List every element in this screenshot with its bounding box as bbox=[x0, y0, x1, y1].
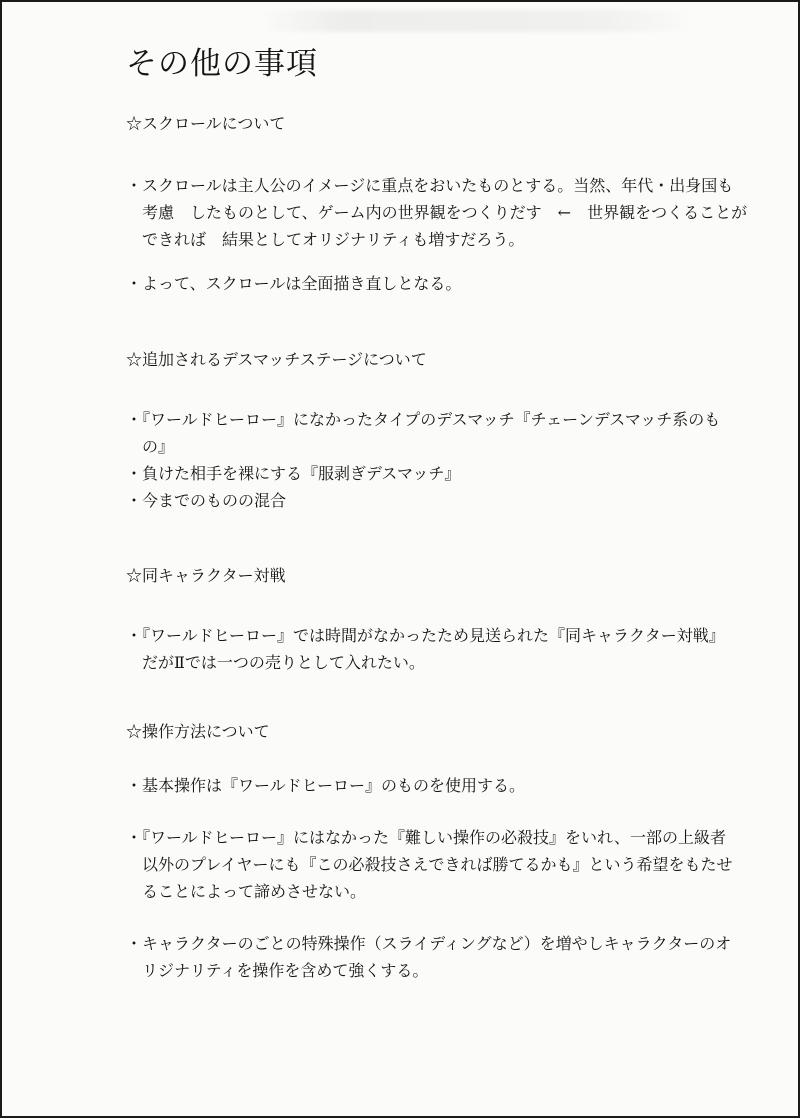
list-item: ・負けた相手を裸にする『服剥ぎデスマッチ』 bbox=[126, 464, 461, 483]
section-heading-same-character: ☆同キャラクター対戦 bbox=[126, 566, 286, 585]
text-line: だがⅡでは一つの売りとして入れたい。 bbox=[142, 653, 425, 672]
page-title: その他の事項 bbox=[126, 46, 318, 82]
section-heading-scroll: ☆スクロールについて bbox=[126, 114, 286, 133]
section-heading-controls: ☆操作方法について bbox=[126, 722, 270, 741]
list-item: ・『ワールドヒーロー』になかったタイプのデスマッチ『チェーンデスマッチ系のも bbox=[126, 410, 721, 429]
paragraph-controls-character-specific bbox=[126, 930, 758, 984]
text-line: 以外のプレイヤーにも『この必殺技さえできれば勝てるかも』という希望をもたせ bbox=[142, 855, 733, 874]
text-line: ・キャラクターのごとの特殊操作（スライディングなど）を増やしキャラクターのオ bbox=[126, 934, 732, 953]
text-line: ・スクロールは主人公のイメージに重点をおいたものとする。当然、年代・出身国も bbox=[126, 176, 734, 195]
paragraph-same-character bbox=[126, 622, 758, 676]
paragraph-deathmatch-list bbox=[126, 406, 758, 514]
text-line: ・よって、スクロールは全面描き直しとなる。 bbox=[126, 274, 462, 293]
show-through-bleed bbox=[257, 10, 697, 32]
text-line: ・『ワールドヒーロー』では時間がなかったため見送られた『同キャラクター対戦』 bbox=[126, 626, 725, 645]
section-heading-deathmatch: ☆追加されるデスマッチステージについて bbox=[126, 350, 427, 369]
text-line: ・『ワールドヒーロー』にはなかった『難しい操作の必殺技』をいれ、一部の上級者 bbox=[126, 828, 727, 847]
paragraph-controls-basic bbox=[126, 772, 758, 799]
paragraph-controls-special-moves bbox=[126, 824, 758, 905]
text-line: できれば 結果としてオリジナリティも増すだろう。 bbox=[142, 230, 525, 249]
paragraph-scroll-redraw bbox=[126, 270, 758, 297]
list-item: ・今までのものの混合 bbox=[126, 491, 287, 510]
text-line: 考慮 したものとして、ゲーム内の世界観をつくりだす ← 世界観をつくることが bbox=[142, 203, 748, 222]
list-item-continuation: の』 bbox=[142, 437, 175, 456]
text-line: ることによって諦めさせない。 bbox=[142, 882, 367, 901]
text-line: リジナリティを操作を含めて強くする。 bbox=[142, 961, 429, 980]
text-line: ・基本操作は『ワールドヒーロー』のものを使用する。 bbox=[126, 776, 526, 795]
paragraph-scroll-concept bbox=[126, 172, 758, 253]
